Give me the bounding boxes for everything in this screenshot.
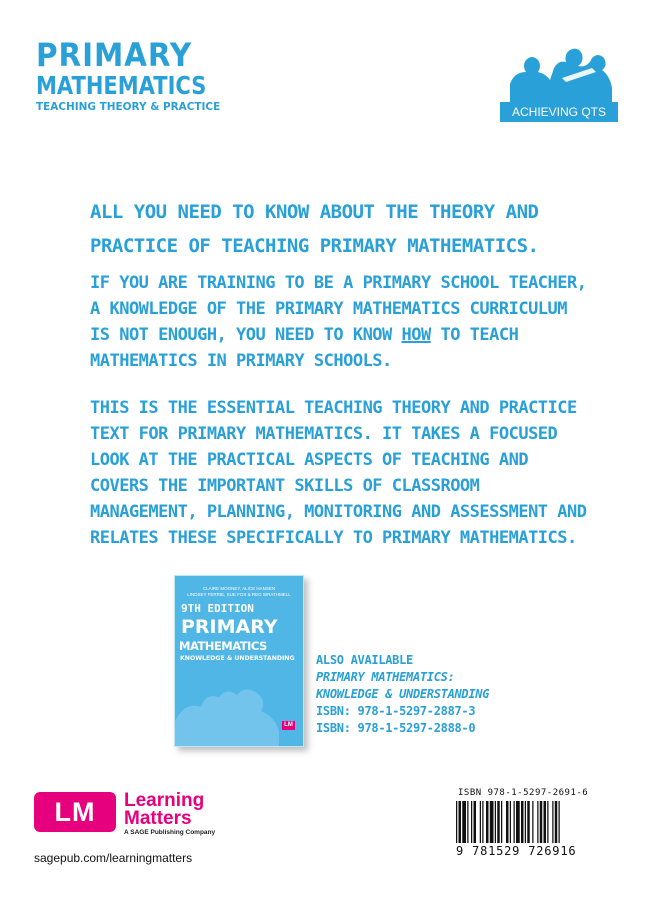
cover-edition: 9TH EDITION [181, 602, 254, 615]
publisher-name [124, 792, 204, 828]
cover-title-line1: PRIMARY [181, 616, 278, 638]
barcode-bar [516, 801, 520, 843]
barcode-bar [474, 801, 477, 843]
barcode-digits: 9 781529 726916 [456, 844, 577, 858]
series-logo-line2: MATHEMATICS [36, 71, 207, 100]
also-available-isbn-2: ISBN: 978-1-5297-2888-0 [316, 721, 476, 735]
publisher-name-line1: Learning [124, 790, 205, 811]
cover-authors [179, 586, 299, 598]
achieving-qts-label: ACHIEVING QTS [500, 102, 618, 122]
cover-children-silhouette-icon [175, 671, 303, 746]
series-logo-tagline: TEACHING THEORY & PRACTICE [36, 100, 221, 113]
barcode-bar [525, 801, 526, 843]
blurb-paragraph-2-end: TO TEACH MATHEMATICS IN PRIMARY SCHOOLS. [90, 325, 519, 371]
barcode-bar [527, 801, 530, 843]
barcode-bars [456, 801, 612, 843]
also-available-isbn-1: ISBN: 978-1-5297-2887-3 [316, 704, 476, 718]
publisher-logo [34, 792, 254, 852]
barcode-bar [501, 801, 502, 843]
barcode-bar [459, 801, 462, 843]
blurb-paragraph-2-start: IF YOU ARE TRAINING TO BE A PRIMARY SCHOOL TEACHER, A KNOWLEDGE OF THE PRIMARY MATHEMATICS CURRICULUM IS NOT ENOUGH, YOU NEED TO KNOW [90, 273, 587, 345]
barcode-bar [497, 801, 500, 843]
blurb-emphasis-how: HOW [401, 325, 431, 345]
barcode-bar [482, 801, 483, 843]
cover-subtitle: KNOWLEDGE & UNDERSTANDING [180, 655, 295, 662]
barcode-bar [544, 801, 547, 843]
series-logo-line1: PRIMARY [36, 36, 193, 74]
barcode-bar [532, 801, 533, 843]
barcode-bar [555, 801, 558, 843]
barcode-bar [514, 801, 515, 843]
barcode-bar [467, 801, 468, 843]
barcode-bar [486, 801, 489, 843]
barcode-bar [471, 801, 472, 843]
blurb-headline: ALL YOU NEED TO KNOW ABOUT THE THEORY AND PRACTICE OF TEACHING PRIMARY MATHEMATICS. [90, 201, 539, 257]
barcode-bar [495, 801, 496, 843]
barcode-bar [462, 801, 466, 843]
achieving-qts-badge [500, 38, 618, 122]
blurb-paragraph-3: THIS IS THE ESSENTIAL TEACHING THEORY AND PRACTICE TEXT FOR PRIMARY MATHEMATICS. IT TAKES A FOCUSED LOOK AT THE PRACTICAL ASPECTS OF TEACHING AND COVERS THE IMPORTANT SKILLS OF CLASSROOM MANAGEMENT, PLANNING, MONITORING AND ASSESSMENT AND RELATES THESE SPECIFICALLY TO PRIMARY MATHEMATICS. [90, 398, 587, 548]
cover-lm-badge: LM [282, 721, 295, 730]
barcode-bar [490, 801, 494, 843]
barcode-bar [537, 801, 538, 843]
barcode-bar [510, 801, 511, 843]
also-available-title-line1: PRIMARY MATHEMATICS: [316, 670, 455, 684]
also-available-heading: ALSO AVAILABLE [316, 653, 413, 667]
barcode-bar [552, 801, 553, 843]
barcode-bar [506, 801, 509, 843]
barcode-bar [540, 801, 543, 843]
publisher-name-line2: Matters [124, 808, 192, 829]
barcode-bar [547, 801, 548, 843]
cover-authors-line2: LINDSEY FERRIE, SUE FOX & REG WRATHMELL [187, 592, 291, 597]
barcode-bar [456, 801, 457, 843]
blurb-paragraph-2 [90, 270, 590, 374]
series-logo [36, 38, 256, 114]
lm-logo-badge: LM [34, 792, 116, 832]
also-available-title-line2: KNOWLEDGE & UNDERSTANDING [316, 687, 490, 701]
barcode-isbn-label: ISBN 978-1-5297-2691-6 [458, 788, 589, 798]
cover-authors-line1: CLAIRE MOONEY, ALICE HANSEN [202, 586, 276, 591]
cover-title-line2: MATHEMATICS [179, 639, 267, 653]
publisher-website: sagepub.com/learningmatters [34, 851, 193, 865]
barcode-bar [521, 801, 524, 843]
companion-book-cover [174, 575, 304, 747]
barcode-bar [480, 801, 481, 843]
also-available-block [316, 652, 596, 737]
isbn-barcode [450, 788, 618, 858]
barcode-bar [559, 801, 560, 843]
publisher-tagline: A SAGE Publishing Company [124, 829, 216, 836]
students-silhouette-icon [500, 38, 618, 104]
